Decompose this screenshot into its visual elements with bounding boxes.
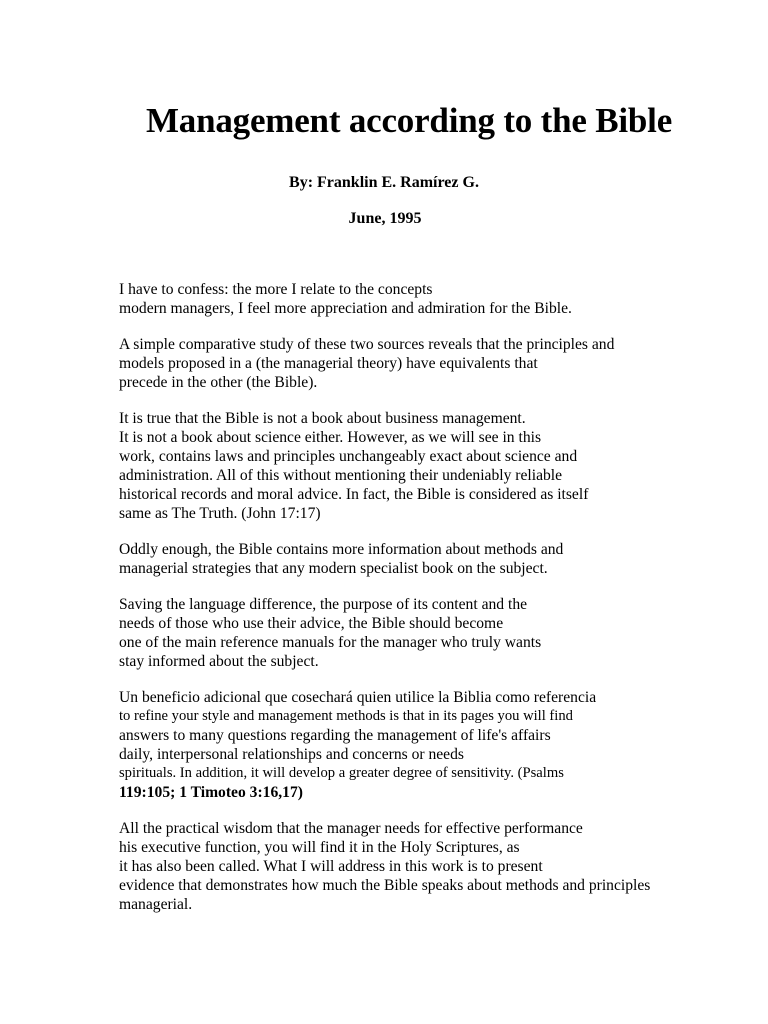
text-line: evidence that demonstrates how much the Bible speaks about methods and principles bbox=[119, 877, 651, 894]
paragraph-5 bbox=[119, 595, 719, 671]
author-byline: By: Franklin E. Ramírez G. bbox=[289, 174, 479, 191]
text-line: 119:105; 1 Timoteo 3:16,17) bbox=[119, 784, 303, 801]
paragraph-2 bbox=[119, 335, 719, 392]
text-line: work, contains laws and principles unchangeably exact about science and bbox=[119, 448, 578, 465]
text-line: A simple comparative study of these two sources reveals that the principles and bbox=[119, 336, 615, 353]
text-line: modern managers, I feel more appreciation and admiration for the Bible. bbox=[119, 300, 572, 317]
text-line: to refine your style and management methods is that in its pages you will find bbox=[119, 708, 573, 724]
text-line: Saving the language difference, the purpose of its content and the bbox=[119, 596, 528, 613]
text-line: precede in the other (the Bible). bbox=[119, 374, 318, 391]
text-line: same as The Truth. (John 17:17) bbox=[119, 505, 321, 522]
text-line: answers to many questions regarding the management of life's affairs bbox=[119, 727, 551, 744]
text-line: one of the main reference manuals for the manager who truly wants bbox=[119, 634, 542, 651]
text-line: It is not a book about science either. However, as we will see in this bbox=[119, 429, 542, 446]
text-line: daily, interpersonal relationships and concerns or needs bbox=[119, 746, 464, 763]
text-line: managerial strategies that any modern specialist book on the subject. bbox=[119, 560, 548, 577]
text-line: It is true that the Bible is not a book about business management. bbox=[119, 410, 526, 427]
paragraph-3 bbox=[119, 409, 719, 523]
text-line: models proposed in a (the managerial theory) have equivalents that bbox=[119, 355, 538, 372]
text-line: his executive function, you will find it in the Holy Scriptures, as bbox=[119, 839, 520, 856]
paragraph-7 bbox=[119, 819, 719, 914]
document-body bbox=[119, 280, 719, 931]
paragraph-6 bbox=[119, 688, 719, 802]
paragraph-1 bbox=[119, 280, 719, 318]
text-line: stay informed about the subject. bbox=[119, 653, 319, 670]
text-line: it has also been called. What I will address in this work is to present bbox=[119, 858, 543, 875]
text-line: All the practical wisdom that the manager needs for effective performance bbox=[119, 820, 583, 837]
text-line: Oddly enough, the Bible contains more information about methods and bbox=[119, 541, 564, 558]
text-line: needs of those who use their advice, the Bible should become bbox=[119, 615, 504, 632]
text-line: historical records and moral advice. In fact, the Bible is considered as itself bbox=[119, 486, 589, 503]
text-line: Un beneficio adicional que cosechará quien utilice la Biblia como referencia bbox=[119, 689, 597, 706]
document-title: Management according to the Bible bbox=[145, 101, 673, 140]
text-line: administration. All of this without mentioning their undeniably reliable bbox=[119, 467, 563, 484]
text-line: managerial. bbox=[119, 896, 193, 913]
text-line: spirituals. In addition, it will develop a greater degree of sensitivity. (Psalms bbox=[119, 765, 564, 781]
paragraph-4 bbox=[119, 540, 719, 578]
text-line: I have to confess: the more I relate to the concepts bbox=[119, 281, 433, 298]
publication-date: June, 1995 bbox=[348, 210, 422, 227]
